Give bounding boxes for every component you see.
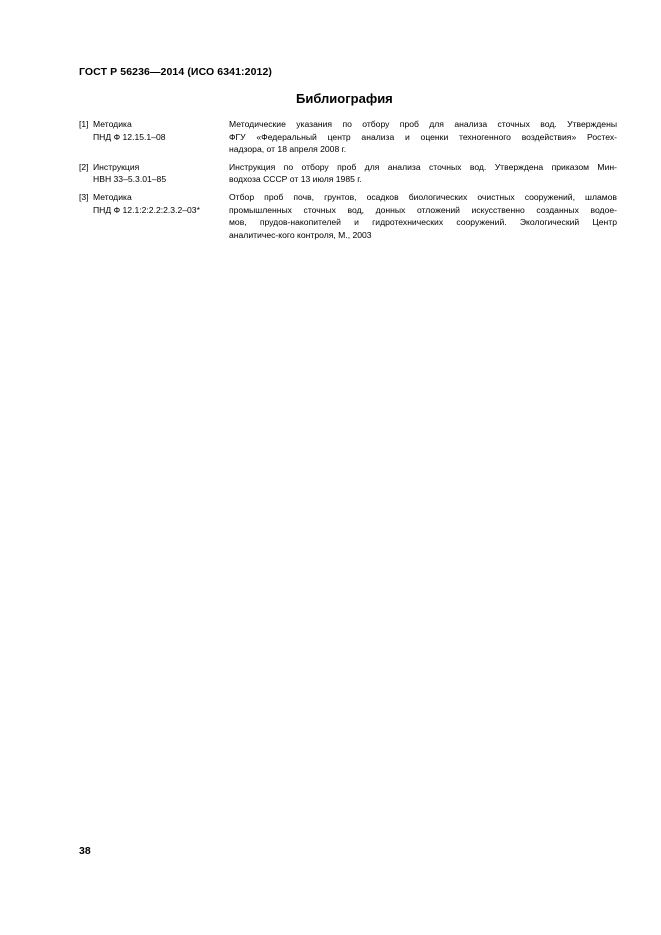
entry-description: [229, 118, 617, 156]
entry-description: [229, 191, 617, 241]
entry-reference: [79, 118, 229, 143]
entry-number: [1]: [79, 119, 89, 129]
page-number: 38: [79, 845, 91, 857]
entry-number: [3]: [79, 191, 89, 202]
entry-description-line: ФГУ «Федеральный центр анализа и оценки техногенного воздействия» Ростех-: [229, 131, 617, 142]
entry-type: Методика: [93, 191, 132, 202]
document-header: ГОСТ Р 56236—2014 (ИСО 6341:2012): [79, 66, 272, 78]
entry-description-line: водхоза СССР от 13 июля 1985 г.: [229, 174, 362, 185]
entry-description-line: аналитичес-кого контроля, М., 2003: [229, 229, 372, 240]
entry-type: Методика: [93, 119, 132, 129]
section-title-text: Библиография: [296, 91, 393, 106]
entry-description-line: надзора, от 18 апреля 2008 г.: [229, 144, 347, 155]
entry-description-line: мов, прудов-накопителей и гидротехнических сооружений. Экологический Центр: [229, 217, 617, 228]
bibliography-entry: [79, 118, 617, 156]
bibliography-entry: [79, 161, 617, 186]
entry-description: [229, 161, 617, 186]
section-title: [0, 91, 661, 106]
entry-description-line: промышленных сточных вод, донных отложений искусственно созданных водое-: [229, 204, 617, 215]
entry-reference: [79, 161, 229, 186]
entry-description-line: Методические указания по отбору проб для анализа сточных вод. Утверждены: [229, 119, 617, 129]
bibliography-entry: [79, 191, 617, 241]
entry-code: ПНД Ф 12.1:2:2.2:2.3.2–03*: [93, 204, 200, 215]
entry-number: [2]: [79, 161, 89, 172]
bibliography-list: [79, 118, 617, 241]
entry-type: Инструкция: [93, 161, 140, 172]
entry-description-line: Инструкция по отбору проб для анализа сточных вод. Утверждена приказом Мин-: [229, 161, 617, 172]
entry-reference: [79, 191, 229, 216]
entry-description-line: Отбор проб почв, грунтов, осадков биологических очистных сооружений, шламов: [229, 191, 617, 202]
entry-code: ПНД Ф 12.15.1–08: [93, 131, 166, 142]
entry-code: НВН 33–5.3.01–85: [93, 174, 167, 185]
